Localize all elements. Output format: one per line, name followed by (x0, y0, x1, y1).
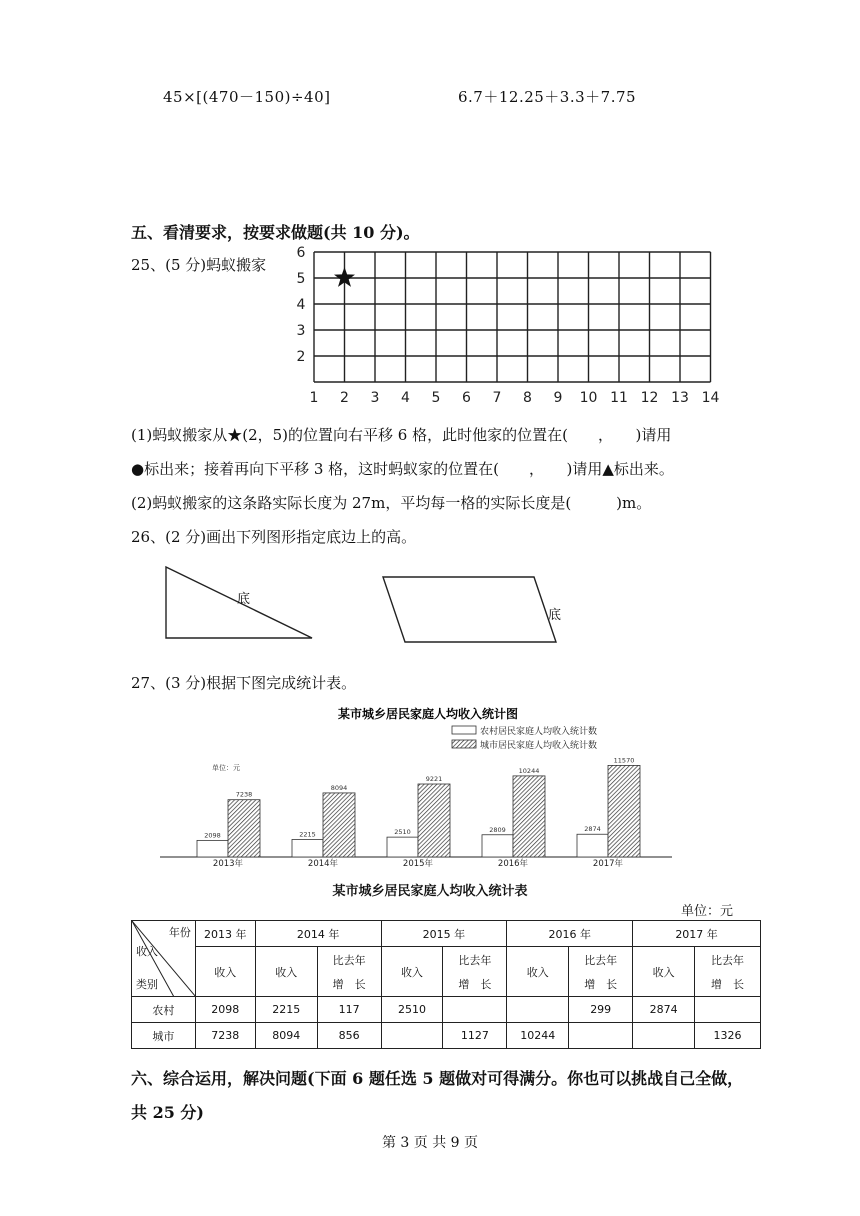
x-tick-label: 2016年 (497, 859, 529, 869)
growth-line-2: 增 长 (332, 977, 366, 991)
grid-x-tick: 7 (492, 390, 502, 406)
x-tick-label: 2014年 (307, 859, 339, 869)
table-row-rural (132, 997, 761, 1023)
table-cell: 8094 (255, 1023, 317, 1049)
year-header: 2014 年 (255, 921, 381, 947)
expression-1: 45×[(470－150)÷40] (163, 88, 331, 106)
grid-y-tick: 4 (296, 297, 306, 313)
table-cell: 2215 (255, 997, 317, 1023)
legend-swatch-rural (452, 726, 476, 734)
table-cell (695, 997, 761, 1023)
grid-y-tick: 2 (296, 349, 306, 365)
grid-x-tick: 14 (701, 390, 720, 406)
q27-label: 27、(3 分)根据下图完成统计表。 (131, 674, 357, 692)
sub-header-growth (443, 947, 507, 997)
growth-line-2: 增 长 (711, 977, 745, 991)
bar-label-urban: 8094 (330, 783, 348, 792)
grid-x-tick: 8 (523, 390, 532, 406)
chart-unit: 单位：元 (212, 764, 240, 772)
growth-line-2: 增 长 (458, 977, 492, 991)
table-cell: 1127 (443, 1023, 507, 1049)
grid-x-tick: 11 (610, 390, 628, 406)
grid-x-tick: 3 (370, 390, 380, 406)
table-cell: 856 (317, 1023, 381, 1049)
bar-urban (228, 800, 260, 857)
table-cell: 2510 (381, 997, 443, 1023)
table-cell (633, 1023, 695, 1049)
triangle-base-label: 底 (237, 592, 251, 607)
growth-line-1: 比去年 (458, 953, 492, 967)
parallelogram-base-label: 底 (548, 608, 562, 623)
grid-x-tick: 9 (553, 390, 563, 406)
table-cell: 1326 (695, 1023, 761, 1049)
x-tick-label: 2013年 (212, 859, 244, 869)
bar-label-rural: 2809 (489, 825, 506, 834)
bar-urban (323, 793, 355, 857)
growth-line-2: 增 长 (584, 977, 618, 991)
chart-title: 某市城乡居民家庭人均收入统计图 (337, 707, 519, 721)
q25-line-1: (1)蚂蚁搬家从★(2，5)的位置向右平移 6 格，此时他家的位置在( ， )请用 (131, 426, 672, 444)
page-footer: 第 3 页 共 9 页 (381, 1135, 479, 1151)
table-cell (569, 1023, 633, 1049)
table-cell: 2874 (633, 997, 695, 1023)
bar-rural (292, 839, 323, 857)
table-cell: 117 (317, 997, 381, 1023)
table-cell: 7238 (195, 1023, 255, 1049)
section-6-line-1: 六、综合运用，解决问题(下面 6 题任选 5 题做对可得满分。你也可以挑战自己全做， (131, 1069, 744, 1088)
bar-rural (197, 840, 228, 857)
table-cell (381, 1023, 443, 1049)
table-title: 某市城乡居民家庭人均收入统计表 (332, 884, 528, 899)
q25-line-2: ●标出来；接着再向下平移 3 格，这时蚂蚁家的位置在( ， )请用▲标出来。 (131, 460, 674, 478)
expression-2: 6.7＋12.25＋3.3＋7.75 (458, 88, 637, 106)
corner-category-label: 类别 (136, 978, 158, 991)
shapes-figure (150, 560, 580, 650)
x-tick-label: 2015年 (402, 859, 434, 869)
growth-line-1: 比去年 (711, 953, 745, 967)
table-row-urban (132, 1023, 761, 1049)
sub-header-income: 收入 (255, 947, 317, 997)
table-cell (443, 997, 507, 1023)
bar-rural (577, 834, 608, 857)
sub-header-income: 收入 (195, 947, 255, 997)
grid-x-tick: 6 (462, 390, 471, 406)
legend-swatch-urban (452, 740, 476, 748)
income-bar-chart (160, 700, 680, 872)
corner-income-label: 收入 (136, 945, 158, 958)
growth-line-1: 比去年 (332, 953, 366, 967)
table-unit: 单位：元 (681, 904, 734, 919)
bar-label-rural: 2098 (204, 831, 221, 840)
bar-label-rural: 2874 (584, 825, 601, 834)
q26-label: 26、(2 分)画出下列图形指定底边上的高。 (131, 528, 417, 546)
q25-line-3: (2)蚂蚁搬家的这条路实际长度为 27m，平均每一格的实际长度是( )m。 (131, 494, 652, 512)
sub-header-income: 收入 (633, 947, 695, 997)
table-cell: 10244 (507, 1023, 569, 1049)
q25-label: 25、(5 分)蚂蚁搬家 (131, 256, 267, 274)
grid-x-tick: 12 (640, 390, 659, 406)
bar-label-rural: 2510 (394, 828, 411, 837)
bar-rural (387, 837, 418, 857)
bar-urban (418, 784, 450, 857)
grid-x-tick: 2 (340, 390, 349, 406)
bar-urban (608, 765, 640, 857)
year-header: 2016 年 (507, 921, 633, 947)
grid-x-tick: 5 (431, 390, 441, 406)
bar-label-urban: 11570 (613, 756, 635, 765)
sub-header-growth (569, 947, 633, 997)
parallelogram (383, 577, 556, 642)
sub-header-income: 收入 (381, 947, 443, 997)
bar-label-urban: 7238 (235, 790, 253, 799)
bar-urban (513, 776, 545, 857)
bar-label-urban: 9221 (425, 775, 443, 784)
bar-rural (482, 835, 513, 857)
year-header: 2013 年 (195, 921, 255, 947)
section-5-title: 五、看清要求，按要求做题(共 10 分)。 (131, 223, 420, 242)
grid-x-tick: 10 (579, 390, 598, 406)
sub-header-growth (317, 947, 381, 997)
income-statistics-table (131, 920, 761, 1049)
x-tick-label: 2017年 (592, 859, 624, 869)
row-label: 农村 (132, 997, 196, 1023)
year-header: 2017 年 (633, 921, 761, 947)
coordinate-grid (290, 244, 730, 406)
grid-x-tick: 4 (401, 390, 410, 406)
year-header: 2015 年 (381, 921, 507, 947)
legend-label-rural: 农村居民家庭人均收入统计数 (480, 727, 598, 737)
corner-year-label: 年份 (168, 926, 191, 939)
legend-label-urban: 城市居民家庭人均收入统计数 (480, 741, 598, 751)
grid-y-tick: 5 (296, 271, 306, 287)
table-cell (507, 997, 569, 1023)
section-6-line-2: 共 25 分) (131, 1103, 204, 1122)
sub-header-income: 收入 (507, 947, 569, 997)
bar-label-rural: 2215 (299, 830, 316, 839)
row-label: 城市 (132, 1023, 196, 1049)
bar-label-urban: 10244 (518, 766, 540, 775)
table-corner-cell (132, 921, 196, 997)
grid-y-tick: 3 (296, 323, 306, 339)
grid-x-tick: 13 (671, 390, 689, 406)
grid-y-tick: 6 (296, 245, 306, 261)
sub-header-growth (695, 947, 761, 997)
table-cell: 299 (569, 997, 633, 1023)
table-cell: 2098 (195, 997, 255, 1023)
growth-line-1: 比去年 (584, 953, 618, 967)
grid-x-tick: 1 (309, 390, 319, 406)
